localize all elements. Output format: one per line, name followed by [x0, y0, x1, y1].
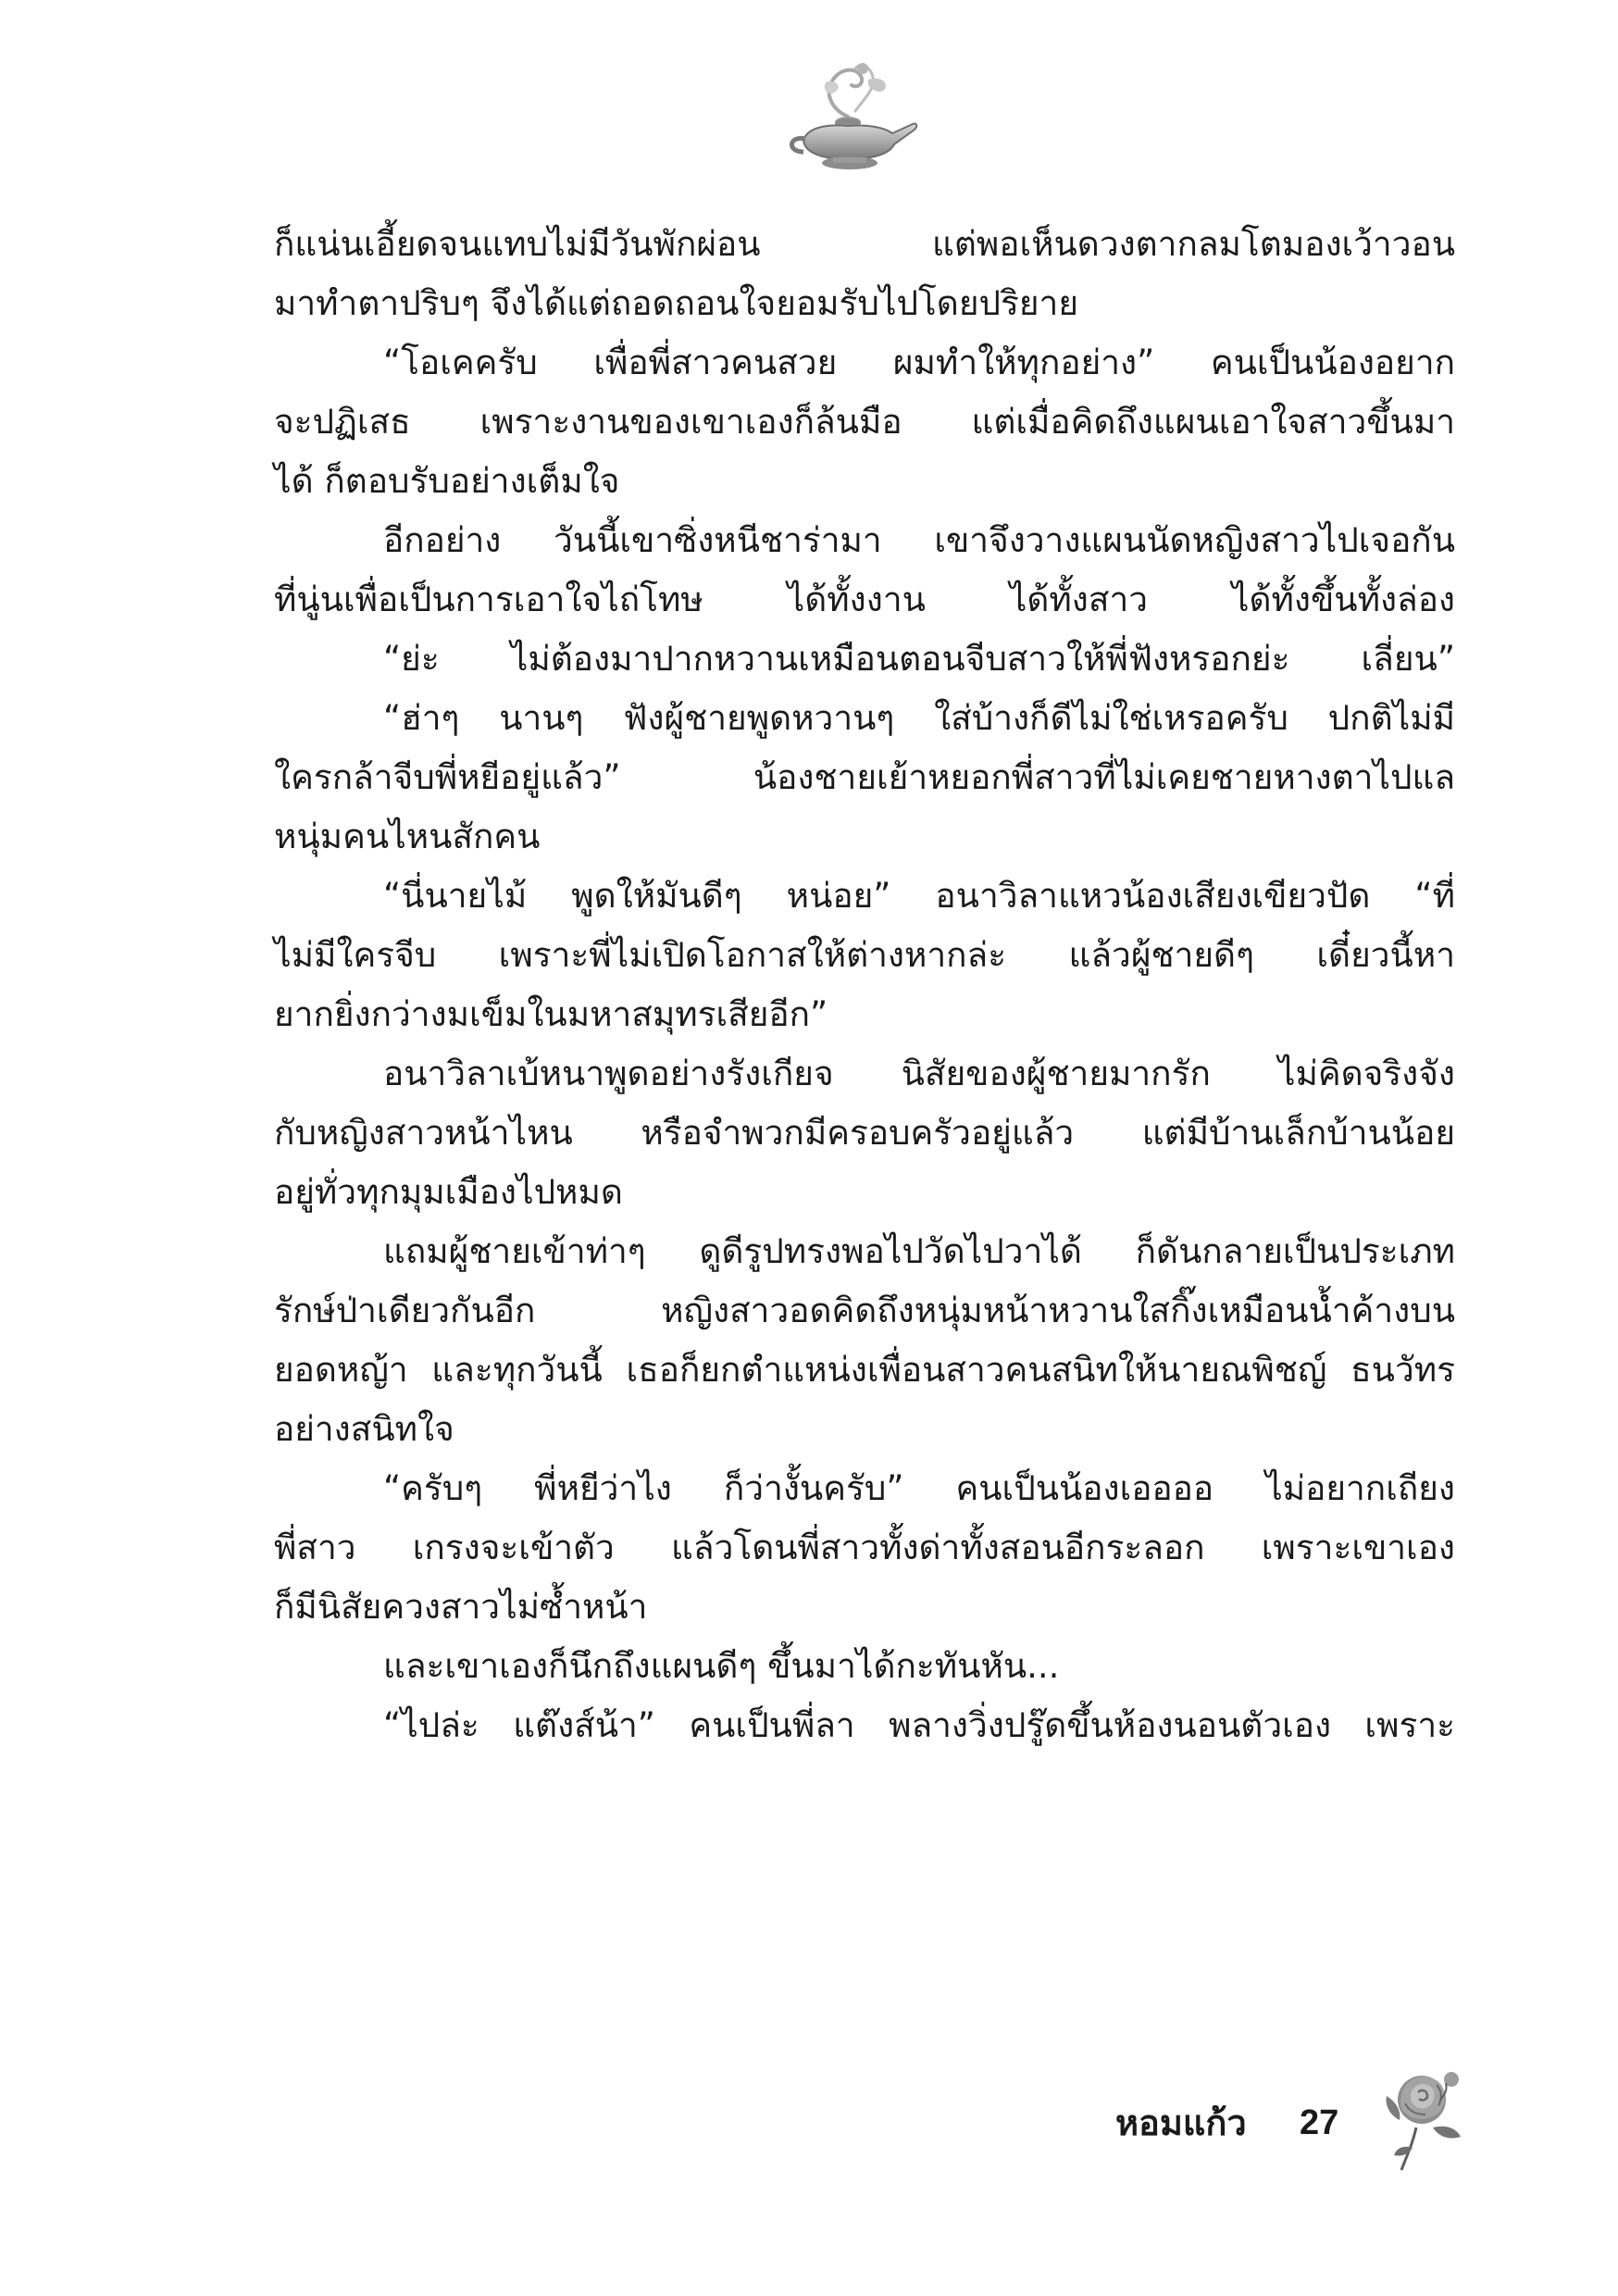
text-line: พี่สาว เกรงจะเข้าตัว แล้วโดนพี่สาวทั้งด่าทั้งสอนอีกระลอก เพราะเขาเอง: [274, 1528, 1455, 1567]
text-line: มาทำตาปริบๆ จึงได้แต่ถอดถอนใจยอมรับไปโดยปริยาย: [274, 283, 1079, 323]
text-line: “ย่ะ ไม่ต้องมาปากหวานเหมือนตอนจีบสาวให้พี่ฟังหรอกย่ะ เลี่ยน”: [383, 639, 1455, 679]
genie-lamp-icon: [776, 56, 924, 176]
page-number: 27: [1300, 2103, 1339, 2142]
rose-flower-icon: [1379, 2063, 1472, 2174]
text-line: อย่างสนิทใจ: [274, 1409, 454, 1449]
text-line: ที่นู่นเพื่อเป็นการเอาใจไถ่โทษ ได้ทั้งงาน ได้ทั้งสาว ได้ทั้งขึ้นทั้งล่อง: [274, 580, 1455, 619]
text-line: ก็แน่นเอี้ยดจนแทบไม่มีวันพักผ่อน แต่พอเห็นดวงตากลมโตมองเว้าวอน: [274, 224, 1455, 264]
text-line: อีกอย่าง วันนี้เขาซิ่งหนีชาร่ามา เขาจึงวางแผนนัดหญิงสาวไปเจอกัน: [383, 520, 1455, 560]
text-line: “ฮ่าๆ นานๆ ฟังผู้ชายพูดหวานๆ ใส่บ้างก็ดีไม่ใช่เหรอครับ ปกติไม่มี: [383, 698, 1455, 738]
text-line: รักษ์ป่าเดียวกันอีก หญิงสาวอดคิดถึงหนุ่มหน้าหวานใสกิ๊งเหมือนน้ำค้างบน: [274, 1291, 1455, 1330]
text-line: ได้ ก็ตอบรับอย่างเต็มใจ: [274, 461, 620, 501]
text-line: ยอดหญ้า และทุกวันนี้ เธอก็ยกตำแหน่งเพื่อนสาวคนสนิทให้นายณพิชญ์ ธนวัทร: [274, 1350, 1455, 1390]
text-line: อนาวิลาเบ้หนาพูดอย่างรังเกียจ นิสัยของผู้ชายมากรัก ไม่คิดจริงจัง: [383, 1054, 1455, 1093]
text-line: ใครกล้าจีบพี่หยีอยู่แล้ว” น้องชายเย้าหยอกพี่สาวที่ไม่เคยชายหางตาไปแล: [274, 757, 1455, 797]
text-line: จะปฏิเสธ เพราะงานของเขาเองก็ล้นมือ แต่เมื่อคิดถึงแผนเอาใจสาวขึ้นมา: [274, 402, 1455, 442]
text-line: และเขาเองก็นึกถึงแผนดีๆ ขึ้นมาได้กะทันหัน...: [383, 1646, 1060, 1686]
text-line: “โอเคครับ เพื่อพี่สาวคนสวย ผมทำให้ทุกอย่าง” คนเป็นน้องอยาก: [383, 343, 1455, 382]
text-line: ยากยิ่งกว่างมเข็มในมหาสมุทรเสียอีก”: [274, 994, 828, 1034]
text-line: “ไปล่ะ แต๊งส์น้า” คนเป็นพี่ลา พลางวิ่งปรู๊ดขึ้นห้องนอนตัวเอง เพราะ: [383, 1705, 1455, 1745]
text-line: แถมผู้ชายเข้าท่าๆ ดูดีรูปทรงพอไปวัดไปวาได้ ก็ดันกลายเป็นประเภท: [383, 1231, 1455, 1271]
text-line: “ครับๆ พี่หยีว่าไง ก็ว่างั้นครับ” คนเป็นน้องเออออ ไม่อยากเถียง: [383, 1468, 1455, 1508]
text-line: “นี่นายไม้ พูดให้มันดีๆ หน่อย” อนาวิลาแหวน้องเสียงเขียวปัด “ที่: [383, 876, 1455, 916]
text-line: ไม่มีใครจีบ เพราะพี่ไม่เปิดโอกาสให้ต่างหากล่ะ แล้วผู้ชายดีๆ เดี๋ยวนี้หา: [274, 935, 1455, 975]
text-line: หนุ่มคนไหนสักคน: [274, 817, 541, 856]
text-line: อยู่ทั่วทุกมุมเมืองไปหมด: [274, 1172, 623, 1212]
text-line: ก็มีนิสัยควงสาวไม่ซ้ำหน้า: [274, 1587, 648, 1627]
text-line: กับหญิงสาวหน้าไหน หรือจำพวกมีครอบครัวอยู่แล้ว แต่มีบ้านเล็กบ้านน้อย: [274, 1113, 1455, 1153]
book-title: หอมแก้ว: [1115, 2103, 1247, 2143]
